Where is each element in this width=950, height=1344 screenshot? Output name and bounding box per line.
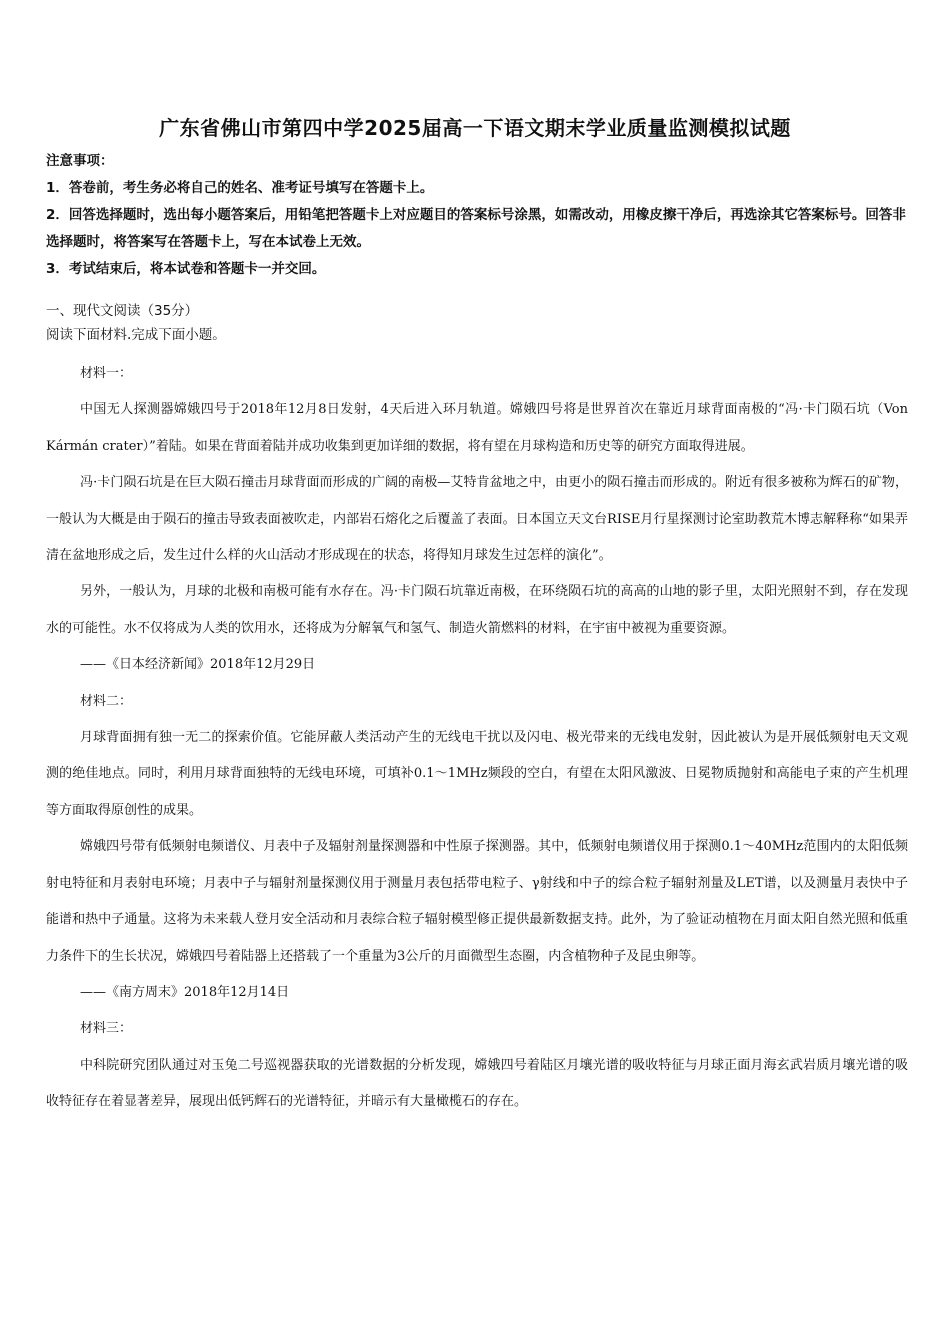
material1-paragraph-3: 另外，一般认为，月球的北极和南极可能有水存在。冯·卡门陨石坑靠近南极，在环绕陨石坑的高高的山地的影子里，太阳光照射不到，存在发现水的可能性。水不仅将成为人类的饮用水，还将成为分解氧气和氢气、制造火箭燃料的材料，在宇宙中被视为重要资源。 <box>46 584 908 636</box>
material1-paragraph-1: 中国无人探测器嫦娥四号于2018年12月8日发射，4天后进入环月轨道。嫦娥四号将是世界首次在靠近月球背面南极的“冯·卡门陨石坑（Von Kármán crater）”着陆。如果在背面着陆并成功收集到更加详细的数据，将有望在月球构造和历史等的研究方面取得进展。 <box>46 402 908 454</box>
material1-paragraph-2: 冯·卡门陨石坑是在巨大陨石撞击月球背面而形成的广阔的南极—艾特肯盆地之中，由更小的陨石撞击而形成的。附近有很多被称为辉石的矿物，一般认为大概是由于陨石的撞击导致表面被吹走，内部岩石熔化之后覆盖了表面。日本国立天文台RISE月行星探测讨论室助教荒木博志解释称“如果弄清在盆地形成之后，发生过什么样的火山活动才形成现在的状态，将得知月球发生过怎样的演化”。 <box>46 475 908 564</box>
material1-label: 材料一： <box>80 366 133 381</box>
notice-item-2: 2．回答选择题时，选出每小题答案后，用铅笔把答题卡上对应题目的答案标号涂黑，如需改动，用橡皮擦干净后，再选涂其它答案标号。回答非选择题时，将答案写在答题卡上，写在本试卷上无效。 <box>46 207 906 250</box>
material3-label: 材料三： <box>80 1021 133 1037</box>
material2-label: 材料二： <box>80 693 133 709</box>
material2-paragraph-2: 嫦娥四号带有低频射电频谱仪、月表中子及辐射剂量探测器和中性原子探测器。其中，低频射电频谱仪用于探测0.1～40MHz范围内的太阳低频射电特征和月表射电环境；月表中子与辐射剂量探测仪用于测量月表包括带电粒子、γ射线和中子的综合粒子辐射剂量及LET谱，以及测量月表快中子能谱和热中子通量。这将为未来载人登月安全活动和月表综合粒子辐射模型修正提供最新数据支持。此外，为了验证动植物在月面太阳自然光照和低重力条件下的生长状况，嫦娥四号着陆器上还搭载了一个重量为3公斤的月面微型生态圈，内含植物种子及昆虫卵等。 <box>46 839 908 964</box>
material3-paragraph-1: 中科院研究团队通过对玉兔二号巡视器获取的光谱数据的分析发现，嫦娥四号着陆区月壤光谱的吸收特征与月球正面月海玄武岩质月壤光谱的吸收特征存在着显著差异，展现出低钙辉石的光谱特征，并暗示有大量橄榄石的存在。 <box>46 1057 908 1110</box>
notice-item-3: 3．考试结束后，将本试卷和答题卡一并交回。 <box>46 261 326 277</box>
notice-item-1: 1．答卷前，考生务必将自己的姓名、准考证号填写在答题卡上。 <box>46 180 434 196</box>
section-instruction: 阅读下面材料.完成下面小题。 <box>46 327 226 343</box>
notice-heading: 注意事项： <box>46 153 114 169</box>
section-heading: 一、现代文阅读（35分） <box>46 303 199 319</box>
page-title: 广东省佛山市第四中学2025届高一下语文期末学业质量监测模拟试题 <box>159 116 791 140</box>
notice-block <box>46 148 906 283</box>
material1-source: ——《日本经济新闻》2018年12月29日 <box>80 657 316 673</box>
material2-source: ——《南方周末》2018年12月14日 <box>80 984 290 1000</box>
reading-body <box>46 356 908 1121</box>
material2-paragraph-1: 月球背面拥有独一无二的探索价值。它能屏蔽人类活动产生的无线电干扰以及闪电、极光带来的无线电发射，因此被认为是开展低频射电天文观测的绝佳地点。同时，利用月球背面独特的无线电环境，可填补0.1～1MHz频段的空白，有望在太阳风激波、日冕物质抛射和高能电子束的产生机理等方面取得原创性的成果。 <box>46 730 908 818</box>
